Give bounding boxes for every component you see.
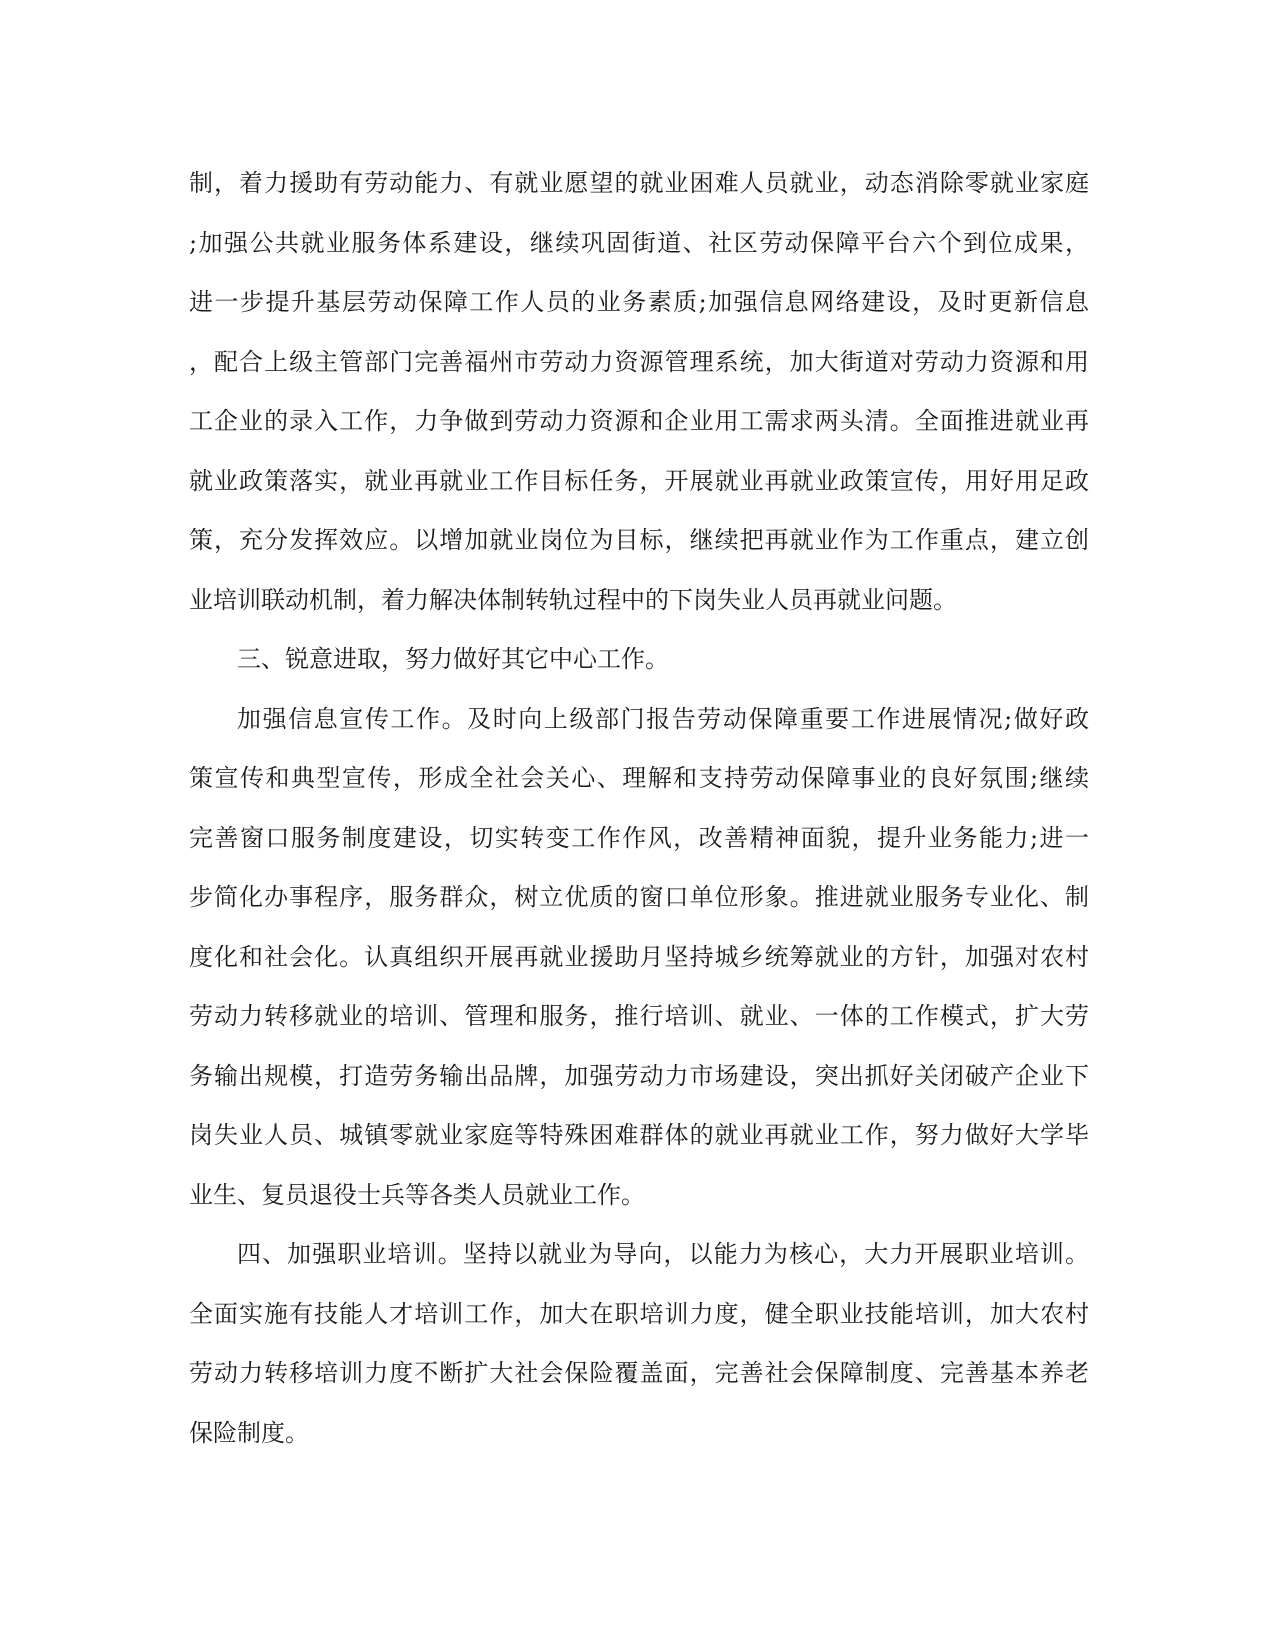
paragraph-line: 进一步提升基层劳动保障工作人员的业务素质;加强信息网络建设，及时更新信息	[189, 288, 1089, 316]
paragraph-line: ，配合上级主管部门完善福州市劳动力资源管理系统，加大街道对劳动力资源和用	[189, 347, 1089, 376]
paragraph-line: 业生、复员退役士兵等各类人员就业工作。	[189, 1180, 645, 1209]
paragraph-line: 务输出规模，打造劳务输出品牌，加强劳动力市场建设，突出抓好关闭破产企业下	[189, 1061, 1089, 1090]
paragraph-line: 劳动力转移就业的培训、管理和服务，推行培训、就业、一体的工作模式，扩大劳	[189, 1002, 1089, 1030]
paragraph-line: 四、加强职业培训。坚持以就业为导向，以能力为核心，大力开展职业培训。	[237, 1240, 1089, 1268]
paragraph-line: 步简化办事程序，服务群众，树立优质的窗口单位形象。推进就业服务专业化、制	[189, 883, 1089, 911]
paragraph-line: 策宣传和典型宣传，形成全社会关心、理解和支持劳动保障事业的良好氛围;继续	[189, 764, 1089, 792]
paragraph-line: ;加强公共就业服务体系建设，继续巩固街道、社区劳动保障平台六个到位成果，	[189, 228, 1089, 257]
paragraph-line: 全面实施有技能人才培训工作，加大在职培训力度，健全职业技能培训，加大农村	[189, 1299, 1089, 1328]
paragraph-employment-policy	[189, 154, 1089, 630]
paragraph-line: 保险制度。	[189, 1418, 309, 1447]
section-heading-three	[189, 630, 1089, 690]
paragraph-information-publicity	[189, 690, 1089, 1226]
paragraph-line: 岗失业人员、城镇零就业家庭等特殊困难群体的就业再就业工作，努力做好大学毕	[189, 1121, 1089, 1149]
paragraph-line: 策，充分发挥效应。以增加就业岗位为目标，继续把再就业作为工作重点，建立创	[189, 526, 1089, 554]
paragraph-line: 劳动力转移培训力度不断扩大社会保险覆盖面，完善社会保障制度、完善基本养老	[189, 1359, 1089, 1387]
paragraph-line: 工企业的录入工作，力争做到劳动力资源和企业用工需求两头清。全面推进就业再	[189, 407, 1089, 435]
paragraph-line: 度化和社会化。认真组织开展再就业援助月坚持城乡统筹就业的方针，加强对农村	[189, 942, 1089, 971]
section-heading: 三、锐意进取，努力做好其它中心工作。	[237, 645, 669, 673]
document-body	[189, 154, 1089, 1463]
paragraph-line: 业培训联动机制，着力解决体制转轨过程中的下岗失业人员再就业问题。	[189, 585, 957, 614]
paragraph-vocational-training	[189, 1225, 1089, 1463]
paragraph-line: 制，着力援助有劳动能力、有就业愿望的就业困难人员就业，动态消除零就业家庭	[189, 169, 1089, 197]
paragraph-line: 完善窗口服务制度建设，切实转变工作作风，改善精神面貌，提升业务能力;进一	[189, 823, 1089, 852]
paragraph-line: 加强信息宣传工作。及时向上级部门报告劳动保障重要工作进展情况;做好政	[237, 704, 1089, 733]
paragraph-line: 就业政策落实，就业再就业工作目标任务，开展就业再就业政策宣传，用好用足政	[189, 466, 1089, 495]
